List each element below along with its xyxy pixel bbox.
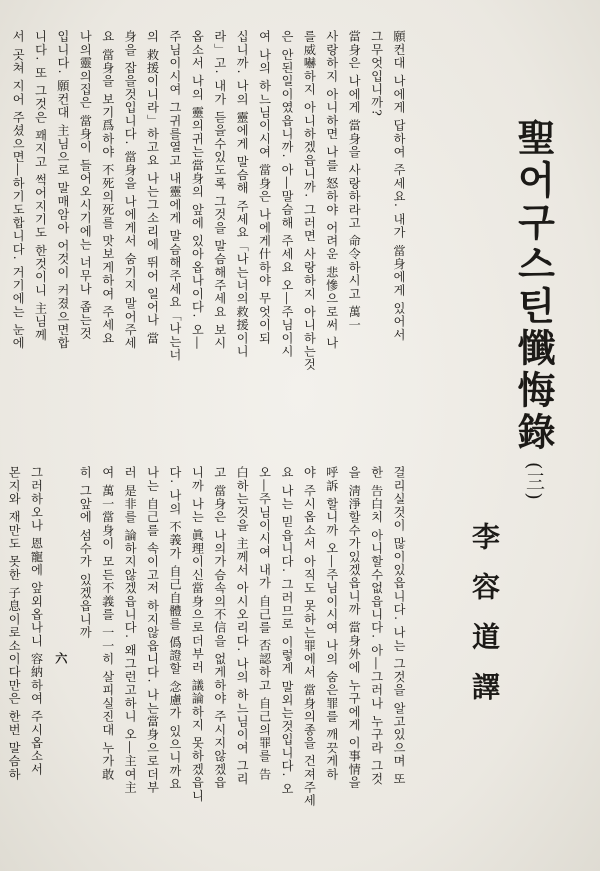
issue-number: (三) [523,462,545,502]
text-line: 러 是非를 論하지않겠읍니다. 왜그런고하니 오―主여主 [123,466,138,794]
text-line: 나의靈의집은 當身이 들어오시기에는 너무나 좁는것 [78,30,93,340]
text-line: 呼訴 할니까 오―주님이시여 나의 숨은罪를 깨끗게하 [324,466,339,781]
text-line: 라」고. 내가 듣을수있도록 그것을 말슴해주세요 보시 [212,30,227,350]
text-line: 몬지와 재만도 못한 子息이로소이다만은 한번 말슴하 [7,466,22,781]
text-line: 옵소서 나의 靈의귀는當身의 앞에 있아옵나이다. 오― [190,30,205,350]
text-line: 願컨대 나에게 답하여 주세요. 내가 當身에게 있어서 [392,30,406,342]
text-line: 오―주님이시여 내가 自己를 否認하고 自己의罪를 告 [257,466,272,781]
text-line: 다. 나의 不義가 自己自體를 僞證할 念慮가 있으니까요 [167,466,182,791]
text-line: 요 나는 믿읍니다. 그러므로 이렇게 말외는것입니다. 오 [279,466,294,796]
text-line: 니다. 또 그것은 꽤지고 썩어지기도 한것이니 主님께 [33,30,48,342]
text-line: 여 나의 하느님이시여 當身은 나에게什하야 무엇이되 [257,30,272,345]
section-number: 六 [53,651,68,666]
text-line: 요 當身을 보기爲하야 不死의死를 맛보게하여 주세요 [100,30,115,345]
translator-name: 李容道譯 [468,522,501,722]
text-line: 십니까. 나의 靈에게 말슴해 주세요「나는너의救援이니 [235,30,250,358]
text-line: 當身은 나에게 當身을 사랑하라고 命令하시고 萬一 [347,30,362,332]
text-line: 그러하오나 恩寵에 앞외옵나니 容納하여 주시옵소서 [29,466,44,776]
text-line: 니까 나는 眞理이신當身으로더부러 議論하지 못하겠읍니 [190,466,205,803]
text-line: 사랑하지 아니하면 나를 怒하야 어려운 悲慘으로써 나 [324,30,339,350]
text-line: 주님이시여 그귀를열고 내靈에게 말슴해주세요「나는너 [167,30,182,362]
text-line: 를威嚇하지 아니하겠읍니까. 그러면 사랑하지 아니하는것 [302,30,317,372]
upper-text-block [7,30,410,445]
article-title: 聖어구스틴懺悔錄 [511,118,556,454]
text-line: 입니다. 願컨대 主님으로 말매암아 어것이 커졌으면합 [55,30,70,350]
text-line: 은 안된일이였읍니까. 아―말슴해 주세요 오―주님이시 [279,30,294,358]
text-line: 白하는것을 主께서 아시오리다. 나의 하느님이여 그리 [235,466,250,786]
text-line: 여 萬一當身이 모든不義를 一一히 살피실진대 누가敢 [100,466,115,781]
text-line: 을 淸淨할수가있겠읍니까 當身外에 누구에게 이事情을 [347,466,362,790]
text-line: 걸리실것이 많이있읍니다. 나는 그것을 알고있으며 또 [392,466,406,786]
text-line: 야 주시옵소서 아직도 못하는罪에서 當身의종을 건져주세 [302,466,317,808]
text-line: 身을 잡을것입니다. 當身을 나에게서 숨기지 말어주세 [123,30,138,350]
text-line: 의 救援이니라」하고요 나는그소리에 뛰어 일어나 當 [145,30,160,345]
text-line: 나는 自己를 속이고저 하지않읍니다. 나는當身으로더부 [145,466,160,794]
text-line: 그무엇입니까? [369,30,384,117]
text-line: 고 當身은 나의가슴속의不信을 없게하야 주시지않겠읍 [212,466,227,790]
text-line: 히 그앞에 섬수가 있겠읍니까 [78,466,93,640]
text-line: 서 곳쳐 지어 주셨으면―하기도합니다. 거기에는 눈에 [11,30,26,350]
lower-text-block [3,466,410,851]
text-line: 한 告白치 아니할수없읍니다. 아―그러나 누구라 그것 [369,466,384,786]
